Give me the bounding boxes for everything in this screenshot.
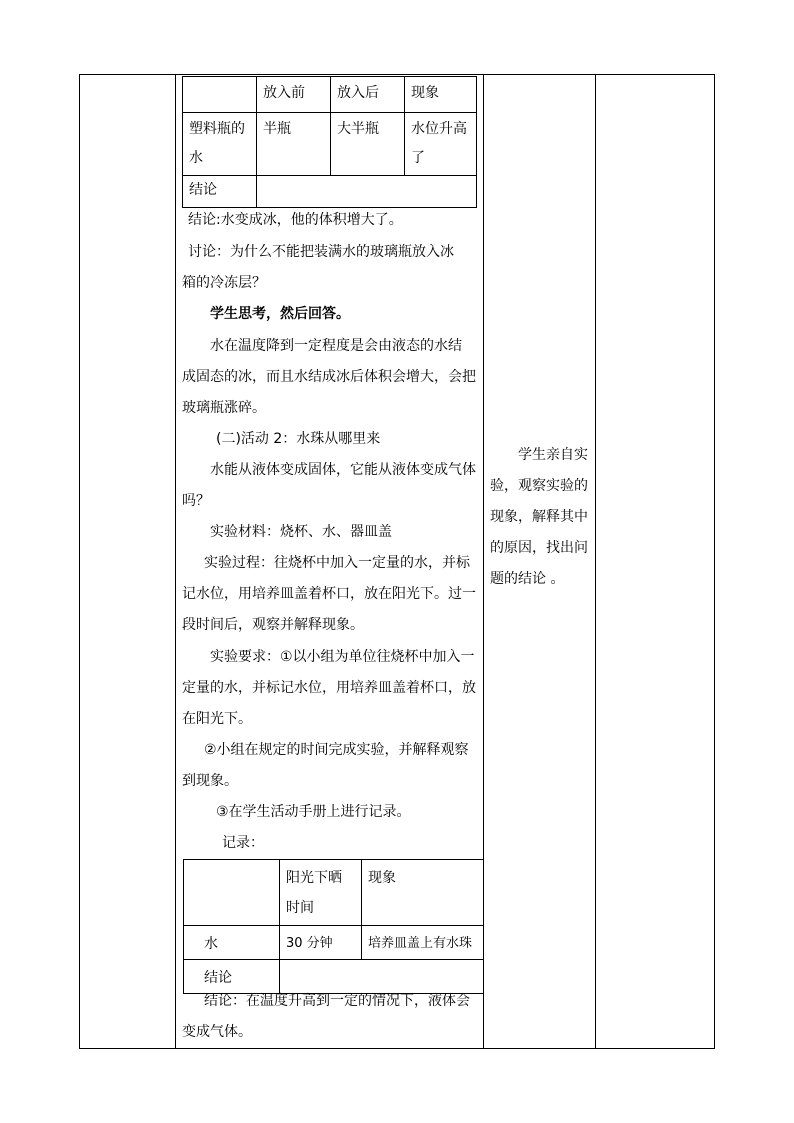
header-before: 放入前 [257, 77, 331, 113]
explanation-line-3: 玻璃瓶涨碎。 [182, 400, 266, 416]
cell-after-value: 大半瓶 [331, 113, 405, 176]
header-phenomenon: 现象 [362, 860, 484, 926]
requirement3: ③在学生活动手册上进行记录。 [216, 804, 411, 820]
row-label-bottle-water: 塑料瓶的 水 [183, 113, 257, 176]
header-phenomenon: 现象 [405, 77, 477, 113]
header-sun-time: 阳光下晒 时间 [280, 860, 362, 926]
header-empty-cell [184, 860, 280, 926]
conclusion-gas-line-1: 结论：在温度升高到一定的情况下，液体会 [204, 993, 470, 1009]
cell-time-value: 30 分钟 [280, 926, 362, 960]
requirement-line-3: 在阳光下。 [182, 711, 252, 727]
requirement2-line-1: ②小组在规定的时间完成实验，并解释观察 [204, 742, 469, 758]
process-line-3: 段时间后，观察并解释现象。 [182, 617, 364, 633]
cell-phenomenon-value: 培养皿盖上有水珠 [362, 926, 484, 960]
explanation-line-2: 成固态的冰，而且水结成冰后体积会增大，会把 [182, 369, 476, 385]
column-divider-3 [595, 74, 596, 1049]
requirement2-line-2: 到现象。 [182, 773, 238, 789]
lesson-table [79, 74, 715, 1049]
table-left-border [79, 74, 80, 1049]
header-after: 放入后 [331, 77, 405, 113]
discussion-line-1: 讨论：为什么不能把装满水的玻璃瓶放入冰 [188, 244, 454, 260]
header-empty-cell [183, 77, 257, 113]
cell-before-value: 半瓶 [257, 113, 331, 176]
process-line-2: 记水位，用培养皿盖着杯口，放在阳光下。过一 [182, 586, 476, 602]
conclusion-value-cell [257, 176, 477, 208]
conclusion-ice: 结论:水变成冰，他的体积增大了。 [188, 212, 403, 228]
table-right-border [714, 74, 715, 1049]
cell-phenomenon-value: 水位升高 了 [405, 113, 477, 176]
conclusion-gas-line-2: 变成气体。 [182, 1024, 252, 1040]
student-activity-note: 学生亲自实 验，观察实验的 现象，解释其中 的原因，找出问 题的结论 。 [490, 447, 588, 587]
discussion-line-2: 箱的冷冻层？ [182, 275, 266, 291]
question-line-1: 水能从液体变成固体，它能从液体变成气体 [210, 462, 476, 478]
student-think: 学生思考，然后回答。 [210, 306, 350, 322]
evaporation-record-table [183, 859, 484, 994]
expansion-record-table [182, 76, 477, 208]
question-line-2: 吗？ [182, 493, 210, 509]
explanation-line-1: 水在温度降到一定程度是会由液态的水结 [210, 338, 462, 354]
requirement-line-1: 实验要求：①以小组为单位往烧杯中加入一 [210, 649, 475, 665]
teaching-content-cell [176, 74, 483, 1049]
conclusion-label: 结论 [184, 960, 280, 994]
record-label: 记录： [222, 835, 264, 851]
materials: 实验材料：烧杯、水、器皿盖 [210, 524, 392, 540]
requirement-line-2: 定量的水，并标记水位，用培养皿盖着杯口，放 [182, 680, 476, 696]
process-line-1: 实验过程：往烧杯中加入一定量的水，并标 [204, 555, 470, 571]
row-label-water: 水 [184, 926, 280, 960]
conclusion-label: 结论 [183, 176, 257, 208]
activity-2-heading: (二)活动 2：水珠从哪里来 [216, 431, 381, 447]
